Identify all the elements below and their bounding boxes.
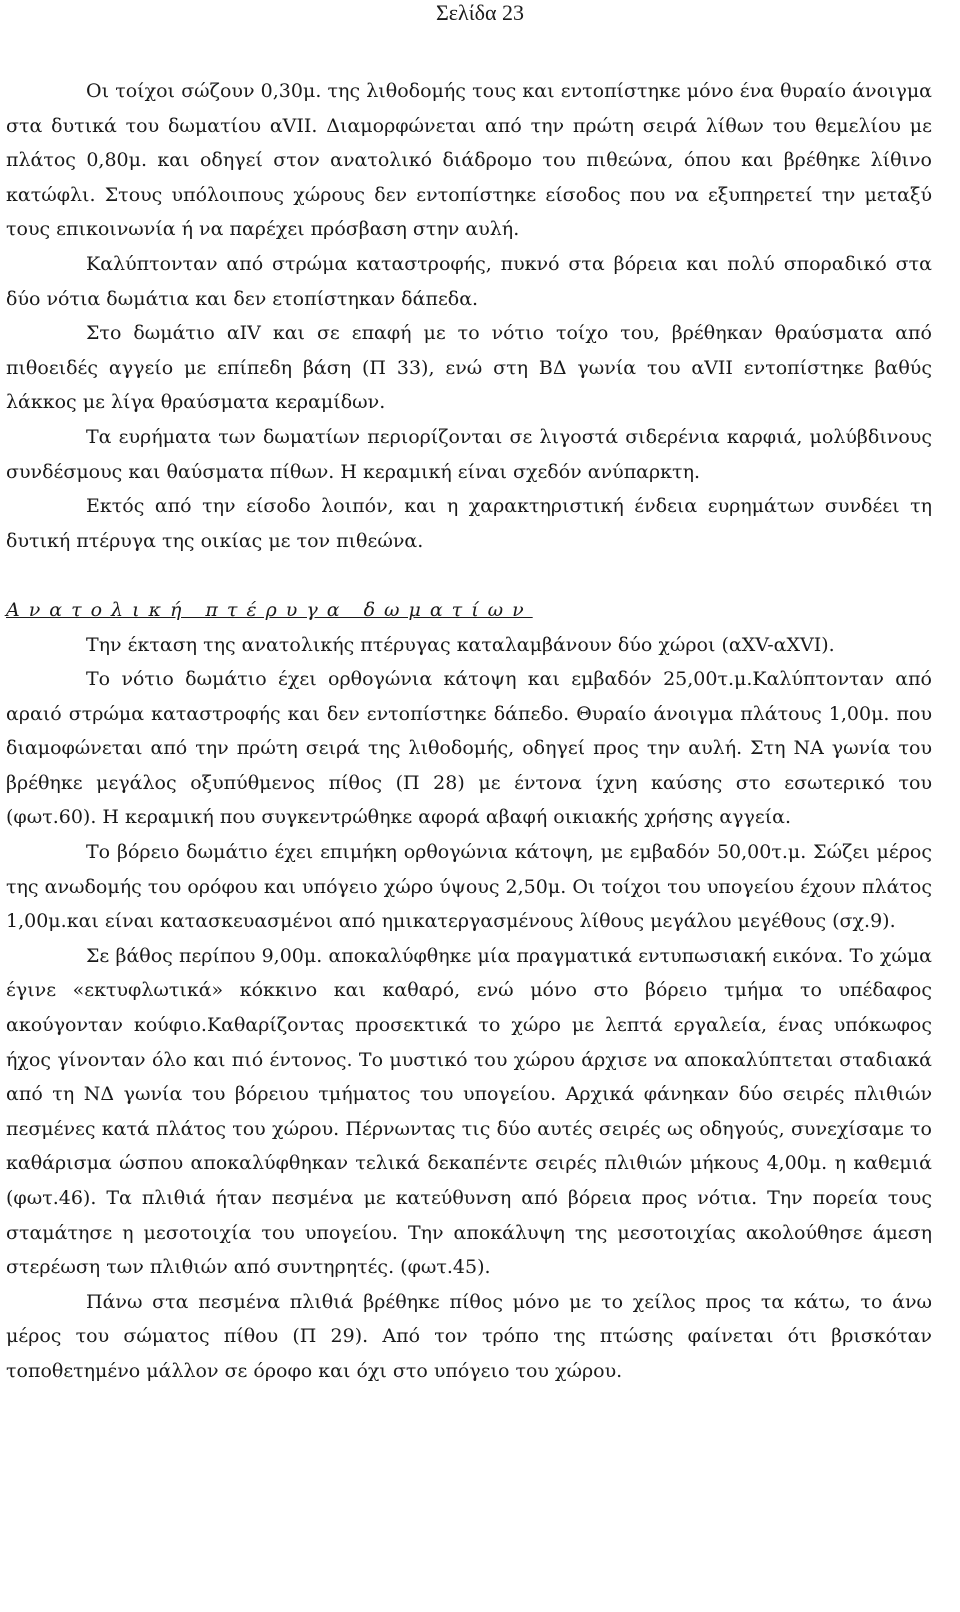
paragraph-7: Το νότιο δωμάτιο έχει ορθογώνια κάτοψη και εμβαδόν 25,00τ.μ.Καλύπτονταν από αραιό στρώμα καταστροφής και δεν εντοπίστηκε δάπεδο. Θυραίο άνοιγμα πλάτους 1,00μ. που διαμοφώνεται από την πρώτη σειρά της λιθοδομής, οδηγεί προς την αυλή. Στη ΝΑ γωνία του βρέθηκε μεγάλος οξυπύθμενος πίθος (Π 28) με έντονα ίχνη καύσης στο εσωτερικό του (φωτ.60). Η κεραμική που συγκεντρώθηκε αφορά αβαφή οικιακής χρήσης αγγεία. [6, 668, 932, 829]
document-body [6, 74, 932, 1389]
paragraph-1: Οι τοίχοι σώζουν 0,30μ. της λιθοδομής τους και εντοπίστηκε μόνο ένα θυραίο άνοιγμα στα δυτικά του δωματίου αVII. Διαμορφώνεται από την πρώτη σειρά λίθων του θεμελίου με πλάτος 0,80μ. και οδηγεί στον ανατολικό διάδρομο του πιθεώνα, όπου και βρέθηκε λίθινο κατώφλι. Στους υπόλοιπους χώρους δεν εντοπίστηκε είσοδος που να εξυπηρετεί την μεταξύ τους επικοινωνία ή να παρέχει πρόσβαση στην αυλή. [6, 80, 932, 241]
paragraph-2: Καλύπτονταν από στρώμα καταστροφής, πυκνό στα βόρεια και πολύ σποραδικό στα δύο νότια δωμάτια και δεν ετοπίστηκαν δάπεδα. [6, 252, 932, 310]
paragraph-6: Την έκταση της ανατολικής πτέρυγας καταλαμβάνουν δύο χώροι (αXV-αXVI). [86, 633, 835, 656]
paragraph-4: Τα ευρήματα των δωματίων περιορίζονται σε λιγοστά σιδερένια καρφιά, μολύβδινους συνδέσμους και θαύσματα πίθων. Η κεραμική είναι σχεδόν ανύπαρκτη. [6, 425, 932, 483]
page-number-header: Σελίδα 23 [435, 0, 525, 25]
paragraph-9: Σε βάθος περίπου 9,00μ. αποκαλύφθηκε μία πραγματικά εντυπωσιακή εικόνα. Το χώμα έγινε «εκτυφλωτικά» κόκκινο και καθαρό, ενώ μόνο στο βόρειο τμήμα το υπέδαφος ακούγονταν κούφιο.Καθαρίζοντας προσεκτικά το χώρο με λεπτά εργαλεία, ένας υπόκωφος ήχος γίνονταν όλο και πιό έντονος. Το μυστικό του χώρου άρχισε να αποκαλύπτεται σταδιακά από τη ΝΔ γωνία του βόρειου τμήματος του υπογείου. Αρχικά φάνηκαν δύο σειρές πλιθιών πεσμένες κατά πλάτος του χώρου. Πέρνωντας τις δύο αυτές σειρές ως οδηγούς, συνεχίσαμε το καθάρισμα ώσπου αποκαλύφθηκαν τελικά δεκαπέντε σειρές πλιθιών μήκους 4,00μ. η καθεμιά (φωτ.46). Τα πλιθιά ήταν πεσμένα με κατεύθυνση από βόρεια προς νότια. Την πορεία τους σταμάτησε η μεσοτοιχία του υπογείου. Την αποκάλυψη της μεσοτοιχίας ακολούθησε άμεση στερέωση των πλιθιών από συντηρητές. (φωτ.45). [6, 944, 932, 1279]
paragraph-3: Στο δωμάτιο αIV και σε επαφή με το νότιο τοίχο του, βρέθηκαν θραύσματα από πιθοειδές αγγείο με επίπεδη βάση (Π 33), ενώ στη ΒΔ γωνία του αVII εντοπίστηκε βαθύς λάκκος με λίγα θραύσματα κεραμίδων. [6, 322, 932, 414]
paragraph-5: Εκτός από την είσοδο λοιπόν, και η χαρακτηριστική ένδεια ευρημάτων συνδέει τη δυτική πτέρυγα της οικίας με τον πιθεώνα. [6, 495, 932, 552]
section-heading: Ανατολική πτέρυγα δωματίων [6, 598, 533, 621]
blank-line [6, 558, 932, 593]
paragraph-8: Το βόρειο δωμάτιο έχει επιμήκη ορθογώνια κάτοψη, με εμβαδόν 50,00τ.μ. Σώζει μέρος της ανωδομής του ορόφου και υπόγειο χώρο ύψους 2,50μ. Οι τοίχοι του υπογείου έχουν πλάτος 1,00μ.και είναι κατασκευασμένοι από ημικατεργασμένους λίθους μεγάλου μεγέθους (σχ.9). [6, 841, 932, 933]
paragraph-10: Πάνω στα πεσμένα πλιθιά βρέθηκε πίθος μόνο με το χείλος προς τα κάτω, το άνω μέρος του σώματος πίθου (Π 29). Από τον τρόπο της πτώσης φαίνεται ότι βρισκόταν τοποθετημένο μάλλον σε όροφο και όχι στο υπόγειο του χώρου. [6, 1290, 932, 1382]
